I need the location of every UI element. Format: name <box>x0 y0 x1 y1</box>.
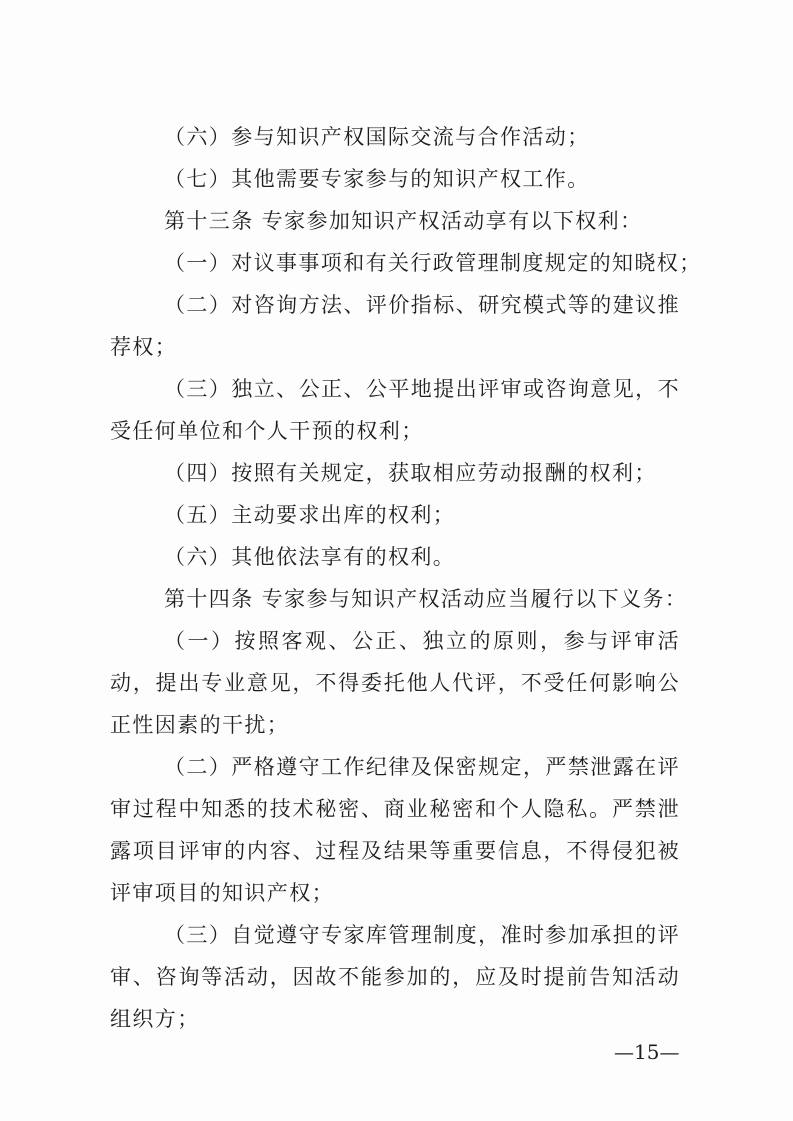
clause-paragraph: （二）对咨询方法、评价指标、研究模式等的建议推荐权； <box>110 293 680 359</box>
clause-paragraph: （三）独立、公正、公平地提出评审或咨询意见，不受任何单位和个人干预的权利； <box>110 377 680 443</box>
clause-paragraph: （三）自觉遵守专家库管理制度，准时参加承担的评审、咨询等活动，因故不能参加的，应及时提前告知活动组织方； <box>110 923 680 1031</box>
clause-paragraph: （一）按照客观、公正、独立的原则，参与评审活动，提出专业意见，不得委托他人代评，不受任何影响公正性因素的干扰； <box>110 629 680 737</box>
document-body <box>110 116 702 1040</box>
clause-line: （一）对议事事项和有关行政管理制度规定的知晓权； <box>164 251 702 275</box>
clause-paragraph: （二）严格遵守工作纪律及保密规定，严禁泄露在评审过程中知悉的技术秘密、商业秘密和个人隐私。严禁泄露项目评审的内容、过程及结果等重要信息，不得侵犯被评审项目的知识产权； <box>110 755 680 905</box>
clause-line: （六）其他依法享有的权利。 <box>164 545 456 569</box>
clause-line: （四）按照有关规定，获取相应劳动报酬的权利； <box>164 461 657 485</box>
clause-line: （五）主动要求出库的权利； <box>164 503 456 527</box>
article-13-heading: 第十三条 专家参加知识产权活动享有以下权利： <box>164 209 643 233</box>
clause-line: （七）其他需要专家参与的知识产权工作。 <box>164 167 590 191</box>
clause-line: （六）参与知识产权国际交流与合作活动； <box>164 125 590 149</box>
page-number: —15— <box>614 1040 680 1064</box>
article-14-heading: 第十四条 专家参与知识产权活动应当履行以下义务： <box>164 587 688 611</box>
